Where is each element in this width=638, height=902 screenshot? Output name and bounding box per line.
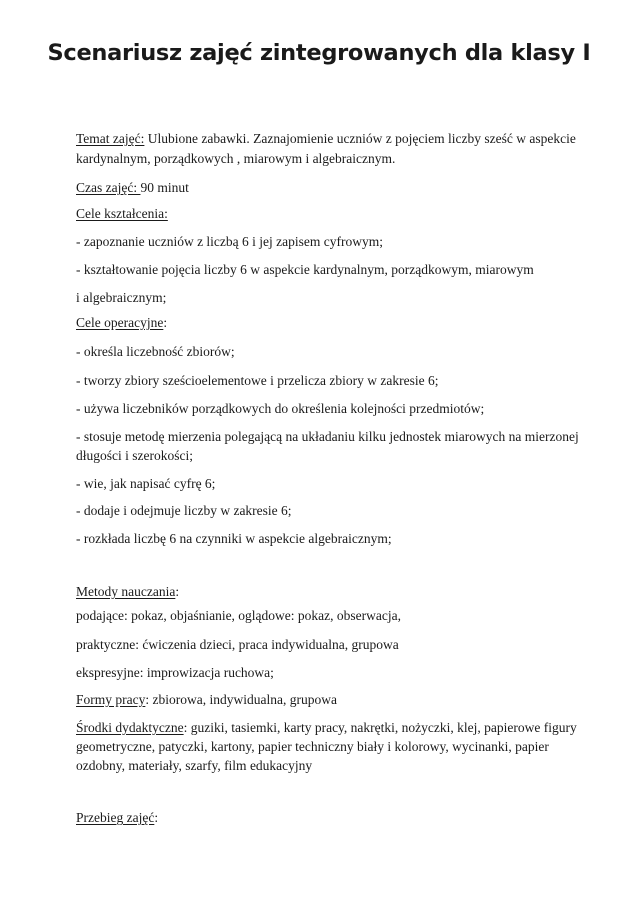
operational-goal-item: - stosuje metodę mierzenia polegającą na układaniu kilku jednostek miarowych na mierzonej bbox=[76, 429, 579, 444]
operational-goal-item: - dodaje i odejmuje liczby w zakresie 6; bbox=[76, 503, 292, 518]
topic-label: Temat zajęć: bbox=[76, 131, 145, 146]
topic-text: Ulubione zabawki. Zaznajomienie uczniów z pojęciem liczby sześć w aspekcie bbox=[144, 131, 576, 146]
method-item: podające: pokaz, objaśnianie, oglądowe: pokaz, obserwacja, bbox=[76, 608, 401, 623]
duration-line bbox=[76, 180, 189, 196]
teaching-aids-line-3: ozdobny, materiały, szarfy, film edukacyjny bbox=[76, 758, 313, 773]
teaching-aids-text: : guziki, tasiemki, karty pracy, nakrętki, nożyczki, klej, papierowe figury bbox=[183, 720, 577, 735]
method-item: ekspresyjne: improwizacja ruchowa; bbox=[76, 665, 274, 680]
methods-label: Metody nauczania bbox=[76, 584, 176, 599]
work-forms-label: Formy pracy bbox=[76, 692, 146, 707]
course-label: Przebieg zajęć bbox=[76, 810, 155, 825]
operational-goal-item: - używa liczebników porządkowych do określenia kolejności przedmiotów; bbox=[76, 401, 485, 416]
education-goals-heading: Cele kształcenia: bbox=[76, 206, 168, 221]
duration-value: 90 minut bbox=[140, 180, 189, 195]
methods-heading: Metody nauczania: bbox=[76, 584, 180, 599]
course-heading: Przebieg zajęć: bbox=[76, 810, 159, 825]
education-goal-item: - kształtowanie pojęcia liczby 6 w aspekcie kardynalnym, porządkowym, miarowym bbox=[76, 262, 534, 277]
topic-line-2: kardynalnym, porządkowych , miarowym i algebraicznym. bbox=[76, 151, 396, 166]
work-forms-text: : zbiorowa, indywidualna, grupowa bbox=[145, 692, 337, 707]
teaching-aids-line-2: geometryczne, patyczki, kartony, papier techniczny biały i kolorowy, wycinanki, papier bbox=[76, 739, 549, 754]
operational-goal-item: długości i szerokości; bbox=[76, 448, 193, 463]
teaching-aids-label: Środki dydaktyczne bbox=[76, 720, 184, 735]
operational-goal-item: - rozkłada liczbę 6 na czynniki w aspekcie algebraicznym; bbox=[76, 531, 392, 546]
work-forms-line bbox=[76, 692, 337, 708]
operational-goal-item: - tworzy zbiory sześcioelementowe i przelicza zbiory w zakresie 6; bbox=[76, 373, 439, 388]
operational-goals-label: Cele operacyjne bbox=[76, 315, 164, 330]
topic-line-1 bbox=[76, 131, 576, 147]
operational-goals-heading: Cele operacyjne: bbox=[76, 315, 168, 330]
education-goal-item: - zapoznanie uczniów z liczbą 6 i jej zapisem cyfrowym; bbox=[76, 234, 383, 249]
method-item: praktyczne: ćwiczenia dzieci, praca indywidualna, grupowa bbox=[76, 637, 399, 652]
operational-goal-item: - wie, jak napisać cyfrę 6; bbox=[76, 476, 216, 491]
education-goal-item: i algebraicznym; bbox=[76, 290, 167, 305]
duration-label: Czas zajęć: bbox=[76, 180, 141, 195]
teaching-aids-line-1 bbox=[76, 720, 577, 736]
page-title: Scenariusz zajęć zintegrowanych dla klasy I bbox=[47, 40, 591, 66]
operational-goal-item: - określa liczebność zbiorów; bbox=[76, 344, 235, 359]
